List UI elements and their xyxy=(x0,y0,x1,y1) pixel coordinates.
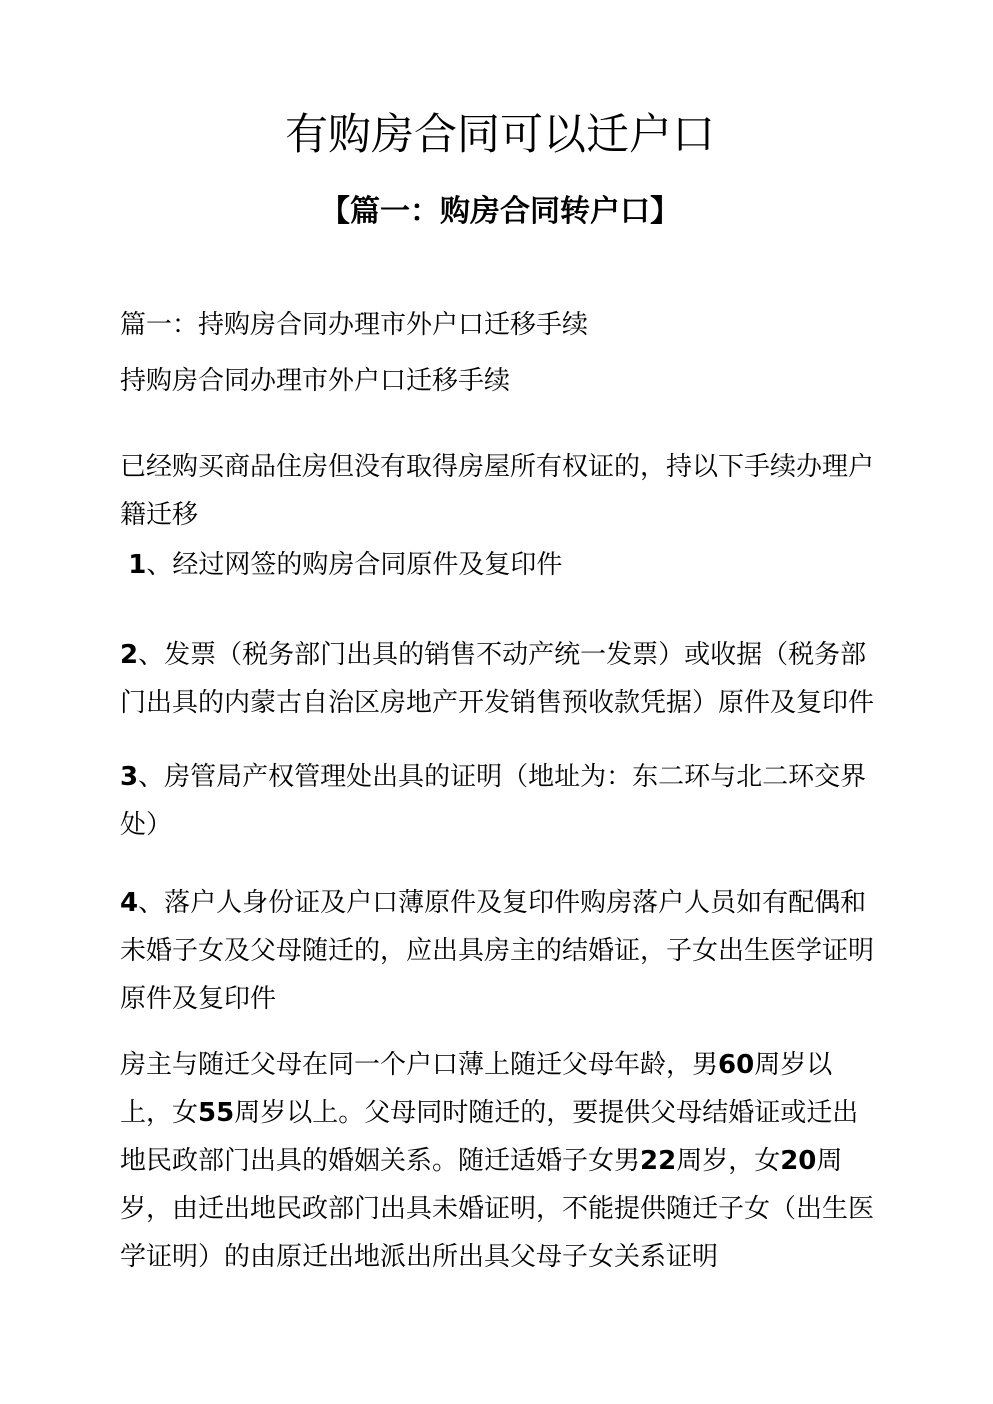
closing-paragraph xyxy=(120,1041,880,1281)
page-subtitle: 【篇一：购房合同转户口】 xyxy=(320,193,680,229)
text-segment: 持购房合同办理市外户口迁移手续 xyxy=(120,365,511,396)
text-segment: 、经过网签的购房合同原件及复印件 xyxy=(146,549,563,580)
text-segment: 、发票（税务部门出具的销售不动产统一发票）或收据（税务部门出具的内蒙古自治区房地产开发销售预收款凭据）原件及复印件 xyxy=(120,639,875,718)
text-segment: 房主与随迁父母在同一个户口薄上随迁父母年龄，男 xyxy=(120,1049,719,1080)
text-segment: 已经购买商品住房但没有取得房屋所有权证的，持以下手续办理户籍迁移 xyxy=(120,451,875,530)
bold-number: 2 xyxy=(120,639,139,670)
list-item-4 xyxy=(120,879,880,1023)
bold-number: 4 xyxy=(120,887,139,918)
text-segment: 、房管局产权管理处出具的证明（地址为：东二环与北二环交界处） xyxy=(120,761,867,840)
text-segment: 、落户人身份证及户口薄原件及复印件购房落户人员如有配偶和未婚子女及父母随迁的，应出具房主的结婚证，子女出生医学证明原件及复印件 xyxy=(120,887,875,1014)
bold-number: 60 xyxy=(718,1049,755,1080)
text-segment: 周岁以上，女 xyxy=(120,1049,833,1128)
document-body xyxy=(120,301,880,1281)
text-segment: 篇一：持购房合同办理市外户口迁移手续 xyxy=(120,309,589,340)
text-segment: 周岁以上。父母同时随迁的，要提供父母结婚证或迁出地民政部门出具的婚姻关系。随迁适婚子女男 xyxy=(120,1097,859,1176)
bold-number: 1 xyxy=(128,549,147,580)
text-segment: 周岁，由迁出地民政部门出具未婚证明，不能提供随迁子女（出生医学证明）的由原迁出地派出所出具父母子女关系证明 xyxy=(120,1145,875,1272)
bold-number: 55 xyxy=(198,1097,235,1128)
list-item-2 xyxy=(120,631,880,727)
section-heading xyxy=(120,301,880,349)
list-item-1 xyxy=(120,541,880,589)
intro-paragraph xyxy=(120,443,880,539)
bold-number: 3 xyxy=(120,761,139,792)
bold-number: 20 xyxy=(780,1145,817,1176)
text-segment: 周岁，女 xyxy=(676,1145,781,1176)
bold-number: 22 xyxy=(640,1145,677,1176)
section-heading-repeat xyxy=(120,357,880,405)
page-title: 有购房合同可以迁户口 xyxy=(285,110,715,160)
list-item-3 xyxy=(120,753,880,849)
